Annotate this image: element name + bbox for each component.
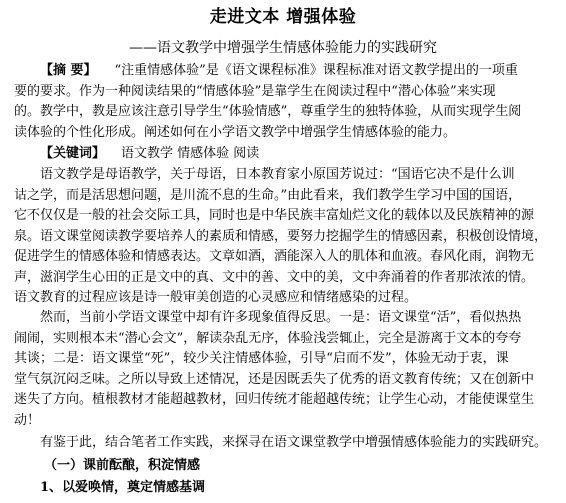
paragraph-2-line-1: 然而，当前小学语文课堂中却有许多现象值得反思。一是：语文课堂“活”，看似热热: [40, 310, 522, 325]
paragraph-1-line-3: 它不仅仅是一般的社会交际工具，同时也是中华民族丰富灿烂文化的载体以及民族精神的源: [14, 208, 535, 223]
paragraph-3: [14, 433, 566, 454]
keywords-block: [14, 144, 566, 165]
paragraph-2-line-6: 动！: [14, 412, 41, 428]
subsection-heading-1: 1、以爱唤情，奠定情感基调: [40, 480, 206, 495]
abstract-label: 【摘 要】: [40, 63, 97, 78]
paragraph-2-line-3: 其谈；二是：语文课堂“死”，较少关注情感体验，引导“启而不发”，体验无动于衷，课: [14, 351, 509, 366]
article-title: 走进文本 增强体验: [209, 7, 357, 27]
paragraph-1: [14, 165, 566, 309]
keywords-label: 【关键词】: [40, 146, 106, 161]
article-subtitle: ——语文教学中增强学生情感体验能力的实践研究: [129, 40, 437, 56]
paragraph-2-line-2: 闹闹，实则根本未“潜心会文”，解读杂乱无序，体验浅尝辄止，完全是游离于文本的夸夸: [14, 330, 522, 346]
abstract-line-2: 要的要求。作为一种阅读结果的“情感体验”是靠学生在阅读过程中“潜心体验”来实现: [14, 83, 496, 99]
paragraph-1-line-7: 语文教育的过程应该是诗一般审美创造的心灵感应和情绪感染的过程。: [14, 290, 418, 305]
paragraph-2-line-5: 迷失了方向。植根教材才能超越教材，回归传统才能超越传统；让学生心动，才能使课堂生: [14, 392, 535, 407]
paragraph-1-line-2: 诂之学，而是活思想问题，是川流不息的生命。”由此看来，我们教学生学习中国的国语，: [14, 187, 522, 203]
paragraph-1-line-1: 语文教学是母语教学，关于母语，日本教育家小原国芳说过：“国语它决不是什么训: [40, 167, 515, 182]
paragraph-2: [14, 308, 566, 431]
abstract-line-4: 读体验的个性化形成。阐述如何在小学语文教学中增强学生情感体验的能力。: [14, 124, 457, 140]
keywords-value: 语文教学 情感体验 阅读: [121, 146, 260, 161]
paragraph-3-line-1: 有鉴于此，结合笔者工作实践，来探寻在语文课堂教学中增强情感体验能力的实践研究。: [40, 435, 548, 450]
paragraph-1-line-5: 促进学生的情感体验和情感表达。文章如酒，酒能深入人的肌体和血液。春风化雨，润物无: [14, 249, 535, 264]
abstract-line-3: 的。教学中，教是应该注意引导学生“体验情感”，尊重学生的独特体验，从而实现学生阅: [14, 104, 522, 119]
keywords-line: [14, 144, 566, 165]
abstract-block: [14, 61, 566, 143]
paragraph-1-line-6: 声，滋润学生心田的正是文中的真、文中的善、文中的美，文中奔涌着的作者那浓浓的情。: [14, 269, 535, 285]
paragraph-2-line-4: 堂气氛沉闷乏味。之所以导致上述情况，还是因既丢失了优秀的语文教育传统；又在创新中: [14, 371, 535, 387]
section-heading-1: （一）课前酝酿，积淀情感: [44, 458, 201, 473]
paragraph-1-line-4: 泉。语文课堂阅读教学要培养人的素质和情感，要努力挖掘学生的情感因素，积极创设情境，: [14, 228, 548, 244]
abstract-line-1: 【摘 要】 “注重情感体验”是《语文课程标准》课程标准对语文教学提出的一项重: [40, 63, 518, 78]
